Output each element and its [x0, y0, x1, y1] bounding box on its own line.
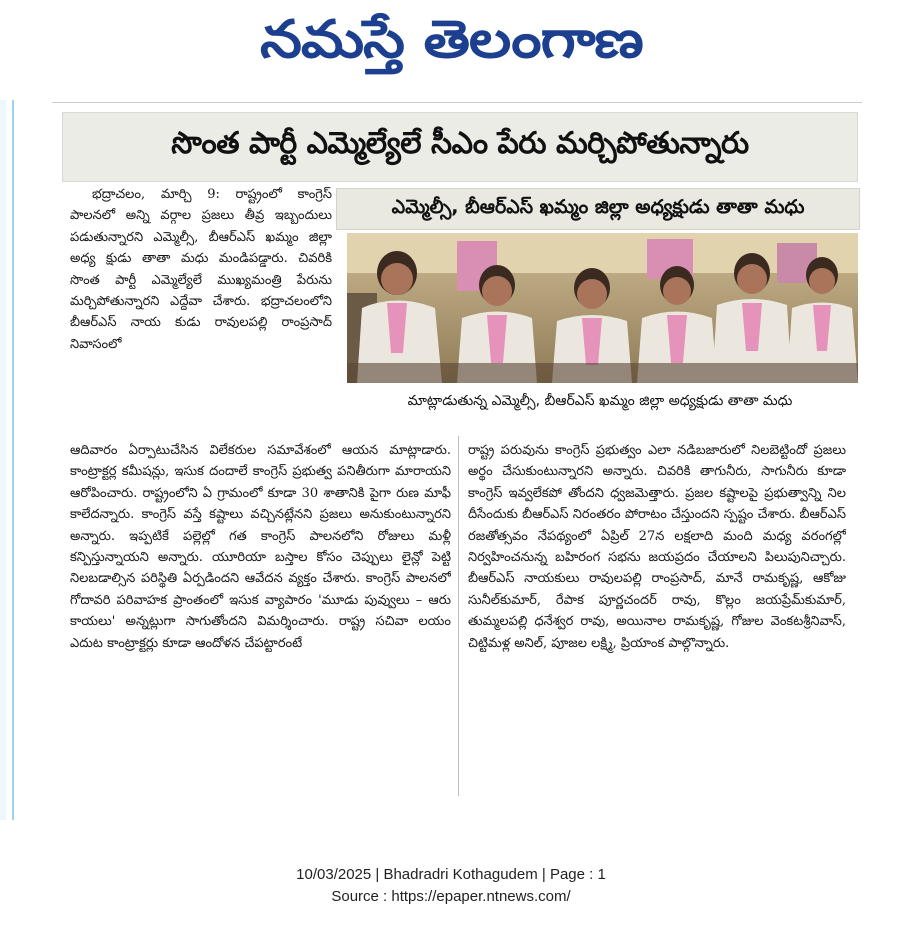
article-column-1-bottom: ఆదివారం ఏర్పాటుచేసిన విలేకరుల సమావేశంలో ఆయన మాట్లాడారు. కాంట్రాక్టర్ల కమీషన్లు, ఇసుక దందాలే కాంగ్రెస్ ప్రభుత్వ పనితీరుగా మారాయని ఆరోపించారు. రాష్ట్రంలోని ఏ గ్రామంలో కూడా 30 శాతానికి పైగా రుణ మాఫీ కాలేదన్నారు. కాంగ్రెస్ వస్తే కష్టాలు వచ్చినట్లేనని ప్రజలు అనుకుంటున్నారని అన్నారు. ఇప్పటికే పల్లెల్లో గత కాంగ్రెస్ పాలనలోని రోజులు మళ్లీ కన్పిస్తున్నాయని అన్నారు. యూరియా బస్తాల కోసం చెప్పులు లైన్లో పెట్టి నిలబడాల్సిన పరిస్థితి ఏర్పడిందని ఆవేదన వ్యక్తం చేశారు. కాంగ్రెస్ పాలనలో గోదావరి పరివాహక ప్రాంతంలో ఇసుక వ్యాపారం 'మూడు పువ్వులు – ఆరు కాయలు' అన్నట్లుగా సాగుతోందని విమర్శించారు. రాష్ట్ర సచివా లయం ఎదుట కాంట్రాక్టర్లు కూడా ఆందోళన చేపట్టారంటే [70, 443, 451, 651]
newspaper-masthead [0, 4, 902, 86]
article-column-1-top: భద్రాచలం, మార్చి 9: రాష్ట్రంలో కాంగ్రెస్ పాలనలో అన్ని వర్గాల ప్రజలు తీవ్ర ఇబ్బందులు పడుతున్నారని ఎమ్మెల్సీ, బీఆర్ఎస్ ఖమ్మం జిల్లా అధ్య క్షుడు తాతా మధు మండిపడ్డారు. చివరికి సొంత పార్టీ ఎమ్మెల్యేలే ముఖ్యమంత్రి పేరును మర్చిపోతున్నారని ఎద్దేవా చేశారు. భద్రాచలంలోని బీఆర్ఎస్ నాయ కుడు రావులపల్లి రాంప్రసాద్ నివాసంలో [70, 187, 332, 352]
article-column-2: రాష్ట్ర పరువును కాంగ్రెస్ ప్రభుత్వం ఎలా నడిబజారులో నిలబెట్టిందో ప్రజలు అర్థం చేసుకుంటున్నారని అన్నారు. చివరికి తాగునీరు, సాగునీరు కూడా కాంగ్రెస్ ఇవ్వలేకపో తోందని ధ్వజమెత్తారు. ప్రజల కష్టాలపై ప్రభుత్వాన్ని నిల దీసేందుకు బీఆర్ఎస్ నిరంతరం పోరాటం చేస్తుందని స్పష్టం చేశారు. బీఆర్ఎస్ రజతోత్సవం నేపథ్యంలో ఏప్రిల్ 27న లక్షలాది మంది మధ్య వరంగల్లో నిర్వహించనున్న బహిరంగ సభను జయప్రదం చేయాలని పిలుపునిచ్చారు. బీఆర్ఎస్ నాయకులు రావులపల్లి రాంప్రసాద్, మానే రామకృష్ణ, ఆకోజు సునీల్‌కుమార్, రేపాక పూర్ణచందర్ రావు, కొల్లం జయప్రేమ్‌కుమార్, తుమ్మలపల్లి ధనేశ్వర రావు, అయినాల రామకృష్ణ, గోజుల వెంకటశ్రీనివాస్, చిట్టిమళ్ల అనిల్, పూజల లక్ష్మి, ప్రియాంక పాల్గొన్నారు. [468, 443, 846, 651]
page-edge-shade [0, 100, 6, 820]
article-headline-box [62, 112, 858, 182]
page-edge-rule [12, 100, 14, 820]
article-headline: సొంత పార్టీ ఎమ్మెల్యేలే సీఎం పేరు మర్చిపోతున్నారు [171, 126, 749, 161]
footer-edition-info: 10/03/2025 | Bhadradri Kothagudem | Page : 1 [296, 866, 606, 883]
article-subheadline-box [336, 188, 860, 230]
column-divider [458, 436, 459, 796]
photo-caption-box [340, 385, 860, 419]
page-footer [0, 864, 902, 908]
article-subheadline: ఎమ్మెల్సీ, బీఆర్ఎస్ ఖమ్మం జిల్లా అధ్యక్షుడు తాతా మధు [391, 195, 805, 218]
press-meet-photo [347, 233, 858, 383]
footer-source-link: Source : https://epaper.ntnews.com/ [331, 888, 571, 905]
photo-caption: మాట్లాడుతున్న ఎమ్మెల్సీ, బీఆర్ఎస్ ఖమ్మం జిల్లా అధ్యక్షుడు తాతా మధు [407, 392, 793, 409]
press-meet-photo-illustration [347, 233, 858, 383]
masthead-title: నమస్తే తెలంగాణ [259, 10, 643, 70]
